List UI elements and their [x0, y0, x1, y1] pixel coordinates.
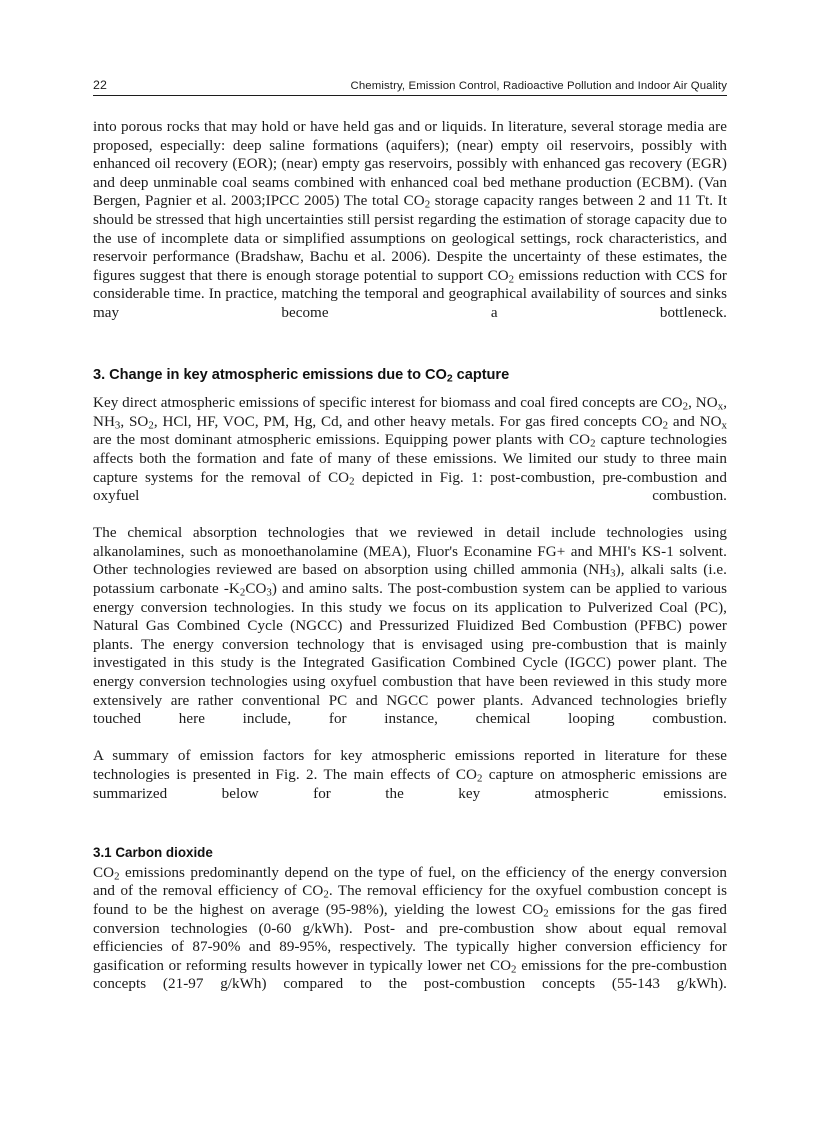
paragraph-text: emissions reduction with CCS for considerable time. In practice, matching the temporal and geographical availability of sources and sinks may become a bottleneck. [93, 267, 727, 321]
paragraph-text: emissions predominantly depend on the type of fuel, on the efficiency of the energy conversion and of the removal efficiency of CO [93, 864, 727, 900]
subscript: 2 [476, 772, 483, 785]
paragraph-emission-factors-summary [93, 747, 727, 821]
paragraph-text: A summary of emission factors for key atmospheric emissions reported in literature for these technologies is presented in Fig. 2. The main effects of CO [93, 748, 727, 783]
subscript: 2 [662, 419, 669, 432]
paragraph-text: , SO [120, 413, 149, 430]
subscript: 3 [266, 586, 272, 599]
section-heading-3-1: 3.1 Carbon dioxide [93, 844, 213, 860]
paragraph-text: emissions for the pre-combustion concepts (21-97 g/kWh) compared to the post-combustion concepts (55-143 g/kWh). [93, 957, 727, 993]
paragraph-absorption-technologies [93, 524, 727, 747]
paragraph-text: , NO [688, 395, 718, 412]
paragraph-text: capture on atmospheric emissions are summarized below for the key atmospheric emissions. [93, 767, 727, 802]
paragraph-text: Key direct atmospheric emissions of specific interest for biomass and coal fired concepts are CO [93, 395, 683, 412]
paragraph-text: into porous rocks that may hold or have held gas and or liquids. In literature, several storage media are proposed, especially: deep saline formations (aquifers); (near) empty oil reservoirs, possibly with enhanced oil recovery (EOR); (near) empty gas reservoirs, possibly with enhanced gas recovery (EGR) and deep unminable coal seams combined with enhanced coal bed methane production (ECBM). (Van Bergen, Pagnier et al. 2003;IPCC 2005) [93, 119, 727, 210]
subscript: 2 [114, 870, 120, 883]
paragraph-text: ), alkali salts (i.e. potassium carbonate -K [93, 562, 727, 598]
subscript: 2 [148, 419, 154, 432]
spacer [93, 822, 727, 844]
body-text [93, 118, 727, 1013]
subscript: 2 [424, 199, 431, 212]
paragraph-key-emissions [93, 394, 727, 524]
spacer [93, 341, 727, 366]
subscript: 2 [590, 438, 596, 451]
subscript: 2 [323, 889, 329, 902]
paragraph-text: CO [93, 864, 115, 881]
section-heading-3 [93, 366, 727, 385]
paragraph-storage-media [93, 118, 727, 341]
paragraph-text: The total CO [343, 193, 425, 210]
paragraph-text: CO [245, 581, 267, 598]
paragraph-text: capture technologies affects both the formation and fate of many of these emissions. We limited our study to three main capture systems for the removal of CO [93, 432, 727, 486]
paragraph-text: are the most dominant atmospheric emissions. Equipping power plants with CO [93, 432, 591, 449]
subscript: 3 [114, 419, 121, 432]
paragraph-text: and NO [668, 413, 722, 430]
paragraph-text: storage capacity ranges between 2 and 11 Tt. It should be stressed that high uncertainties still persist regarding the estimation of storage capacity due to the use of incomplete data or simplified assumptions on geological settings, rock characteristics, and reservoir performance (Bradshaw, Bachu et al. 2006). Despite the uncertainty of these estimates, the figures suggest that there is enough storage potential to support CO [93, 193, 727, 284]
subscript: 2 [349, 475, 355, 488]
book-title: Chemistry, Emission Control, Radioactive Pollution and Indoor Air Quality [350, 80, 727, 92]
paragraph-text: . The removal efficiency for the oxyfuel combustion concept is found to be the highest on average (95-98%), yielding the lowest CO [93, 883, 727, 918]
subscript: x [717, 400, 724, 413]
subscript: 2 [682, 400, 689, 413]
paragraph-text: ) and amino salts. The post-combustion system can be applied to various energy conversion technologies. In this study we focus on its application to Pulverized Coal (PC), Natural Gas Combined Cycle (NGCC) and Pressurized Fluidized Bed Combustion (PFBC) power plants. The energy conversion technology that is envisaged using pre-combustion that is mainly investigated in this study is the Integrated Gasification Combined Cycle (IGCC) power plant. The energy conversion technologies using oxyfuel combustion that have been reviewed in this study more extensively are rather conventional PC and NGCC power plants. Advanced technologies briefly touched here include, for instance, chemical looping combustion. [93, 581, 728, 728]
paragraph-text: , NH [93, 395, 728, 430]
page-number: 22 [93, 78, 108, 92]
paragraph-text: emissions for the gas fired conversion technologies (0-60 g/kWh). Post- and pre-combustion show about equal removal efficiencies of 87-90% and 89-95%, respectively. The typically higher conversion efficiency for gasification or reforming results however in typically lower net CO [93, 901, 727, 974]
subscript: 2 [511, 963, 517, 976]
spacer [93, 385, 727, 394]
subscript: 3 [610, 568, 616, 581]
subscript: x [721, 419, 727, 432]
paragraph-text: depicted in Fig. 1: post-combustion, pre-combustion and oxyfuel combustion. [93, 469, 727, 505]
running-header [93, 78, 727, 96]
paragraph-carbon-dioxide [93, 864, 727, 1013]
paragraph-text: The chemical absorption technologies that we reviewed in detail include technologies using alkanolamines, such as monoethanolamine (MEA), Fluor's Econamine FG+ and MHI's KS-1 solvent. Other technologies reviewed are based on absorption using chilled ammonia (NH [93, 525, 727, 579]
paragraph-text: , HCl, HF, VOC, PM, Hg, Cd, and other heavy metals. For gas fired concepts CO [153, 413, 663, 430]
subscript: 2 [239, 586, 246, 599]
subscript: 2 [446, 372, 453, 385]
heading-text: 3. Change in key atmospheric emissions due to CO [93, 367, 447, 384]
subscript: 2 [508, 273, 515, 286]
subscript: 2 [543, 907, 549, 920]
heading-text: capture [452, 367, 510, 384]
page-content [93, 78, 727, 1013]
